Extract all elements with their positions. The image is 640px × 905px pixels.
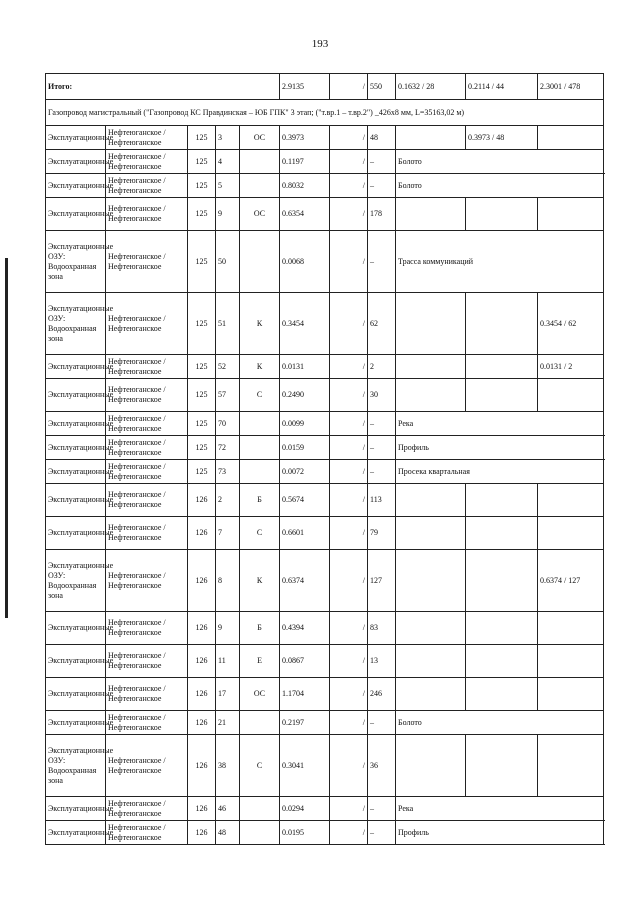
- cell-c10: 0.6374 / 127: [538, 550, 604, 612]
- cell-count: –: [368, 174, 396, 198]
- cell-count: 62: [368, 293, 396, 355]
- table-row: [46, 174, 604, 198]
- cell-vyd: 73: [216, 460, 240, 484]
- cell-count: –: [368, 150, 396, 174]
- cell-forestry: Нефтеюганское / Нефтеюганское: [106, 231, 188, 293]
- cell-slash: /: [330, 436, 368, 460]
- cell-area: 0.2197: [280, 711, 330, 735]
- cell-type: Эксплуатационные: [46, 379, 106, 412]
- cell-c8: [396, 678, 466, 711]
- cell-cat: С: [240, 735, 280, 797]
- cell-forestry: Нефтеюганское / Нефтеюганское: [106, 150, 188, 174]
- cell-c9: [466, 612, 538, 645]
- cell-area: 0.4394: [280, 612, 330, 645]
- summary-col10: 0.2114 / 44: [466, 74, 538, 100]
- cell-type: Эксплуатационные ОЗУ: Водоохранная зона: [46, 231, 106, 293]
- table-row: [46, 379, 604, 412]
- cell-kv: 126: [188, 517, 216, 550]
- cell-slash: /: [330, 460, 368, 484]
- cell-area: 0.3973: [280, 126, 330, 150]
- cell-vyd: 2: [216, 484, 240, 517]
- cell-c10: [538, 645, 604, 678]
- cell-area: 0.6601: [280, 517, 330, 550]
- cell-slash: /: [330, 293, 368, 355]
- cell-slash: /: [330, 517, 368, 550]
- cell-forestry: Нефтеюганское / Нефтеюганское: [106, 126, 188, 150]
- forest-table: [45, 73, 604, 845]
- cell-count: 246: [368, 678, 396, 711]
- cell-area: 0.3041: [280, 735, 330, 797]
- cell-type: Эксплуатационные: [46, 174, 106, 198]
- cell-vyd: 50: [216, 231, 240, 293]
- cell-area: 0.0159: [280, 436, 330, 460]
- cell-type: Эксплуатационные ОЗУ: Водоохранная зона: [46, 293, 106, 355]
- cell-area: 0.0131: [280, 355, 330, 379]
- cell-vyd: 57: [216, 379, 240, 412]
- cell-type: Эксплуатационные: [46, 355, 106, 379]
- cell-vyd: 5: [216, 174, 240, 198]
- cell-kv: 125: [188, 231, 216, 293]
- cell-type: Эксплуатационные: [46, 484, 106, 517]
- cell-vyd: 46: [216, 797, 240, 821]
- cell-kv: 125: [188, 460, 216, 484]
- cell-vyd: 52: [216, 355, 240, 379]
- table-row: [46, 821, 604, 845]
- cell-count: 83: [368, 612, 396, 645]
- summary-label: Итого:: [46, 74, 280, 100]
- cell-type: Эксплуатационные: [46, 711, 106, 735]
- cell-note: Трасса коммуникаций: [396, 231, 604, 293]
- cell-kv: 125: [188, 436, 216, 460]
- summary-row: [46, 74, 604, 100]
- cell-c9: [466, 293, 538, 355]
- table-row: [46, 678, 604, 711]
- cell-vyd: 7: [216, 517, 240, 550]
- table-row: [46, 412, 604, 436]
- cell-cat: К: [240, 550, 280, 612]
- cell-count: 178: [368, 198, 396, 231]
- cell-note: Профиль: [396, 436, 604, 460]
- cell-forestry: Нефтеюганское / Нефтеюганское: [106, 612, 188, 645]
- cell-area: 0.0867: [280, 645, 330, 678]
- cell-area: 0.6374: [280, 550, 330, 612]
- cell-count: –: [368, 231, 396, 293]
- cell-slash: /: [330, 355, 368, 379]
- cell-forestry: Нефтеюганское / Нефтеюганское: [106, 198, 188, 231]
- cell-slash: /: [330, 126, 368, 150]
- cell-c8: [396, 198, 466, 231]
- cell-cat: ОС: [240, 198, 280, 231]
- cell-c8: [396, 735, 466, 797]
- cell-note: Профиль: [396, 821, 604, 845]
- cell-slash: /: [330, 379, 368, 412]
- cell-slash: /: [330, 484, 368, 517]
- table-row: [46, 484, 604, 517]
- cell-area: 0.0195: [280, 821, 330, 845]
- cell-c9: [466, 735, 538, 797]
- cell-c8: [396, 355, 466, 379]
- cell-forestry: Нефтеюганское / Нефтеюганское: [106, 484, 188, 517]
- cell-count: 79: [368, 517, 396, 550]
- cell-c10: 0.0131 / 2: [538, 355, 604, 379]
- cell-type: Эксплуатационные: [46, 412, 106, 436]
- cell-c8: [396, 126, 466, 150]
- cell-c8: [396, 517, 466, 550]
- cell-count: 48: [368, 126, 396, 150]
- cell-count: –: [368, 711, 396, 735]
- cell-type: Эксплуатационные: [46, 517, 106, 550]
- cell-vyd: 38: [216, 735, 240, 797]
- cell-count: 30: [368, 379, 396, 412]
- cell-forestry: Нефтеюганское / Нефтеюганское: [106, 379, 188, 412]
- cell-slash: /: [330, 412, 368, 436]
- cell-c10: 0.3454 / 62: [538, 293, 604, 355]
- table-row: [46, 355, 604, 379]
- cell-kv: 126: [188, 484, 216, 517]
- cell-slash: /: [330, 735, 368, 797]
- cell-c10: [538, 379, 604, 412]
- cell-forestry: Нефтеюганское / Нефтеюганское: [106, 517, 188, 550]
- cell-c10: [538, 126, 604, 150]
- cell-area: 0.1197: [280, 150, 330, 174]
- cell-type: Эксплуатационные: [46, 678, 106, 711]
- cell-vyd: 17: [216, 678, 240, 711]
- table-row: [46, 436, 604, 460]
- cell-c9: [466, 355, 538, 379]
- cell-count: –: [368, 436, 396, 460]
- table-row: [46, 711, 604, 735]
- cell-count: –: [368, 412, 396, 436]
- cell-kv: 125: [188, 412, 216, 436]
- summary-count: 550: [368, 74, 396, 100]
- cell-c10: [538, 198, 604, 231]
- cell-forestry: Нефтеюганское / Нефтеюганское: [106, 645, 188, 678]
- table-row: [46, 150, 604, 174]
- table-row: [46, 797, 604, 821]
- cell-count: 2: [368, 355, 396, 379]
- cell-c10: [538, 735, 604, 797]
- cell-kv: 125: [188, 379, 216, 412]
- cell-c8: [396, 484, 466, 517]
- cell-area: 0.2490: [280, 379, 330, 412]
- cell-type: Эксплуатационные: [46, 198, 106, 231]
- cell-forestry: Нефтеюганское / Нефтеюганское: [106, 174, 188, 198]
- cell-area: 0.5674: [280, 484, 330, 517]
- cell-area: 0.0099: [280, 412, 330, 436]
- cell-area: 0.0294: [280, 797, 330, 821]
- cell-note: Болото: [396, 150, 604, 174]
- cell-area: 0.8032: [280, 174, 330, 198]
- cell-c10: [538, 612, 604, 645]
- cell-slash: /: [330, 821, 368, 845]
- cell-forestry: Нефтеюганское / Нефтеюганское: [106, 550, 188, 612]
- summary-area: 2.9135: [280, 74, 330, 100]
- cell-kv: 125: [188, 198, 216, 231]
- cell-forestry: Нефтеюганское / Нефтеюганское: [106, 711, 188, 735]
- cell-slash: /: [330, 678, 368, 711]
- cell-cat: К: [240, 293, 280, 355]
- cell-kv: 126: [188, 645, 216, 678]
- cell-type: Эксплуатационные: [46, 436, 106, 460]
- cell-forestry: Нефтеюганское / Нефтеюганское: [106, 412, 188, 436]
- cell-vyd: 48: [216, 821, 240, 845]
- cell-vyd: 9: [216, 612, 240, 645]
- table-row: [46, 645, 604, 678]
- cell-count: –: [368, 460, 396, 484]
- cell-vyd: 72: [216, 436, 240, 460]
- cell-kv: 125: [188, 174, 216, 198]
- summary-col11: 2.3001 / 478: [538, 74, 604, 100]
- cell-area: 0.6354: [280, 198, 330, 231]
- cell-area: 0.0068: [280, 231, 330, 293]
- cell-count: 13: [368, 645, 396, 678]
- cell-cat: ОС: [240, 126, 280, 150]
- cell-type: Эксплуатационные ОЗУ: Водоохранная зона: [46, 550, 106, 612]
- cell-kv: 126: [188, 678, 216, 711]
- cell-type: Эксплуатационные: [46, 797, 106, 821]
- cell-kv: 126: [188, 821, 216, 845]
- cell-vyd: 9: [216, 198, 240, 231]
- cell-type: Эксплуатационные: [46, 150, 106, 174]
- cell-cat: [240, 231, 280, 293]
- cell-vyd: 4: [216, 150, 240, 174]
- cell-cat: [240, 174, 280, 198]
- cell-cat: ОС: [240, 678, 280, 711]
- cell-kv: 125: [188, 126, 216, 150]
- cell-type: Эксплуатационные: [46, 645, 106, 678]
- cell-slash: /: [330, 711, 368, 735]
- cell-cat: Б: [240, 484, 280, 517]
- cell-c10: [538, 484, 604, 517]
- cell-c9: [466, 550, 538, 612]
- cell-count: –: [368, 797, 396, 821]
- cell-vyd: 51: [216, 293, 240, 355]
- cell-forestry: Нефтеюганское / Нефтеюганское: [106, 797, 188, 821]
- cell-cat: [240, 797, 280, 821]
- table-row: [46, 612, 604, 645]
- cell-kv: 126: [188, 797, 216, 821]
- cell-cat: [240, 436, 280, 460]
- cell-slash: /: [330, 198, 368, 231]
- section-row: [46, 100, 604, 126]
- cell-slash: /: [330, 550, 368, 612]
- table-row: [46, 460, 604, 484]
- cell-c8: [396, 550, 466, 612]
- cell-cat: [240, 821, 280, 845]
- cell-count: 127: [368, 550, 396, 612]
- cell-count: –: [368, 821, 396, 845]
- cell-c9: [466, 379, 538, 412]
- cell-c8: [396, 612, 466, 645]
- summary-col9: 0.1632 / 28: [396, 74, 466, 100]
- cell-forestry: Нефтеюганское / Нефтеюганское: [106, 821, 188, 845]
- cell-slash: /: [330, 645, 368, 678]
- cell-forestry: Нефтеюганское / Нефтеюганское: [106, 355, 188, 379]
- cell-area: 0.3454: [280, 293, 330, 355]
- cell-cat: [240, 460, 280, 484]
- cell-cat: Е: [240, 645, 280, 678]
- cell-c9: [466, 517, 538, 550]
- cell-vyd: 70: [216, 412, 240, 436]
- cell-note: Река: [396, 412, 604, 436]
- cell-c8: [396, 293, 466, 355]
- cell-c10: [538, 517, 604, 550]
- cell-vyd: 11: [216, 645, 240, 678]
- cell-vyd: 8: [216, 550, 240, 612]
- summary-slash: /: [330, 74, 368, 100]
- cell-kv: 125: [188, 293, 216, 355]
- cell-c9: [466, 645, 538, 678]
- cell-forestry: Нефтеюганское / Нефтеюганское: [106, 293, 188, 355]
- table-row: [46, 231, 604, 293]
- cell-type: Эксплуатационные: [46, 460, 106, 484]
- cell-note: Река: [396, 797, 604, 821]
- cell-cat: [240, 150, 280, 174]
- cell-cat: С: [240, 379, 280, 412]
- cell-cat: [240, 412, 280, 436]
- cell-forestry: Нефтеюганское / Нефтеюганское: [106, 678, 188, 711]
- cell-type: Эксплуатационные: [46, 821, 106, 845]
- cell-type: Эксплуатационные ОЗУ: Водоохранная зона: [46, 735, 106, 797]
- cell-c8: [396, 379, 466, 412]
- section-title: Газопровод магистральный ("Газопровод КС Правдинская – ЮБ ГПК" 3 этап; ("т.вр.1 – т.вр.2") _426х8 мм, L=35163,02 м): [46, 100, 604, 126]
- cell-c10: [538, 678, 604, 711]
- cell-kv: 126: [188, 711, 216, 735]
- table-row: [46, 198, 604, 231]
- cell-cat: К: [240, 355, 280, 379]
- cell-count: 113: [368, 484, 396, 517]
- cell-area: 0.0072: [280, 460, 330, 484]
- cell-vyd: 21: [216, 711, 240, 735]
- page-number: 193: [311, 38, 329, 50]
- cell-vyd: 3: [216, 126, 240, 150]
- cell-slash: /: [330, 612, 368, 645]
- cell-slash: /: [330, 174, 368, 198]
- cell-note: Болото: [396, 711, 604, 735]
- cell-cat: [240, 711, 280, 735]
- cell-forestry: Нефтеюганское / Нефтеюганское: [106, 735, 188, 797]
- table-row: [46, 735, 604, 797]
- cell-kv: 126: [188, 612, 216, 645]
- cell-kv: 126: [188, 550, 216, 612]
- cell-slash: /: [330, 150, 368, 174]
- cell-type: Эксплуатационные: [46, 612, 106, 645]
- cell-note: Просека квартальная: [396, 460, 604, 484]
- cell-kv: 126: [188, 735, 216, 797]
- cell-c9: [466, 484, 538, 517]
- cell-forestry: Нефтеюганское / Нефтеюганское: [106, 460, 188, 484]
- scan-margin-bar: [5, 258, 8, 618]
- cell-kv: 125: [188, 355, 216, 379]
- cell-forestry: Нефтеюганское / Нефтеюганское: [106, 436, 188, 460]
- cell-c8: [396, 645, 466, 678]
- table-row: [46, 293, 604, 355]
- table-row: [46, 126, 604, 150]
- cell-c9: 0.3973 / 48: [466, 126, 538, 150]
- table-row: [46, 517, 604, 550]
- cell-count: 36: [368, 735, 396, 797]
- cell-cat: Б: [240, 612, 280, 645]
- cell-cat: С: [240, 517, 280, 550]
- cell-kv: 125: [188, 150, 216, 174]
- cell-area: 1.1704: [280, 678, 330, 711]
- cell-c9: [466, 678, 538, 711]
- cell-type: Эксплуатационные: [46, 126, 106, 150]
- table-row: [46, 550, 604, 612]
- cell-note: Болото: [396, 174, 604, 198]
- cell-slash: /: [330, 231, 368, 293]
- cell-slash: /: [330, 797, 368, 821]
- cell-c9: [466, 198, 538, 231]
